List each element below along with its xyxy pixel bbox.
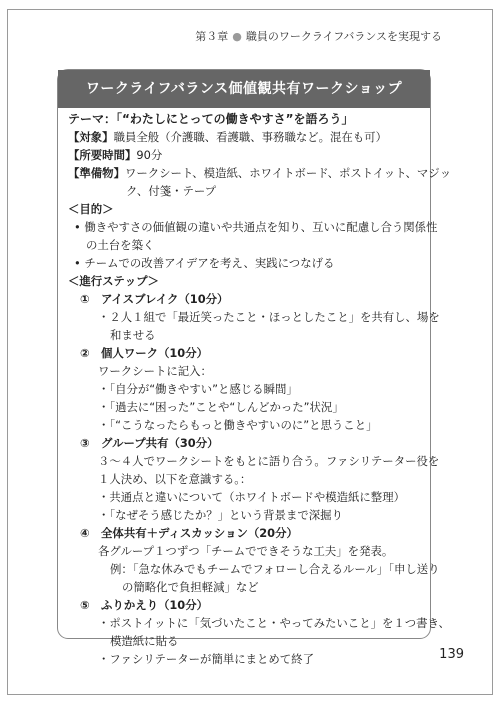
step-example-continuation: の簡略化で負担軽減」など (122, 580, 259, 594)
purpose-item: • 働きやすさの価値観の違いや共通点を知り、互いに配慮し合う関係性 (74, 220, 438, 234)
step-detail: ・「自分が“働きやすい”と感じる瞬間」 (98, 382, 298, 396)
step-detail-continuation: 和ませる (110, 328, 156, 342)
theme-line: テーマ：「“わたしにとっての働きやすさ”を語ろう」 (68, 112, 354, 126)
step-heading: ④ 全体共有＋ディスカッション（20分） (80, 526, 298, 540)
materials-text: ワークシート、模造紙、ホワイトボード、ポストイット、マジッ (124, 166, 452, 180)
step-detail-continuation: 模造紙に貼る (110, 634, 179, 648)
duration-label: 【所要時間】 (68, 148, 137, 162)
step-detail: ・共通点と違いについて（ホワイトボードや模造紙に整理） (98, 490, 405, 504)
target-text: 職員全般（介護職、看護職、事務職など。混在も可） (113, 130, 387, 144)
step-heading: ② 個人ワーク（10分） (80, 346, 209, 360)
step-detail: ワークシートに記入： (98, 364, 212, 378)
step-detail: ・ファシリテーターが簡単にまとめて終了 (98, 652, 314, 666)
duration-text: 90分 (136, 148, 163, 162)
step-heading: ① アイスブレイク（10分） (80, 292, 229, 306)
page-number: 139 (439, 647, 464, 662)
step-detail: ・「なぜそう感じたか？」という背景まで深掘り (98, 508, 343, 522)
step-detail: 各グループ１つずつ「チームでできそうな工夫」を発表。 (98, 544, 394, 558)
step-detail: ３～４人でワークシートをもとに語り合う。ファシリテーター役を (98, 454, 440, 468)
step-detail: ・２人１組で「最近笑ったこと・ほっとしたこと」を共有し、場を (98, 310, 440, 324)
separator-dot-icon: ● (232, 30, 242, 43)
chapter-label: 第３章 (195, 30, 229, 43)
running-header (195, 28, 442, 44)
materials-label: 【準備物】 (68, 166, 125, 180)
step-detail-continuation: １人決め、以下を意識する。： (98, 472, 252, 486)
step-detail: ・「“こうなったらもっと働きやすいのに”と思うこと」 (98, 418, 378, 432)
step-heading: ③ グループ共有（30分） (80, 436, 219, 450)
duration-line (68, 148, 162, 162)
purpose-heading: ＜目的＞ (68, 202, 114, 216)
target-label: 【対象】 (68, 130, 114, 144)
workshop-title: ワークライフバランス価値観共有ワークショップ (58, 70, 430, 108)
step-detail: ・「過去に“困った”ことや“しんどかった”状況」 (98, 400, 344, 414)
steps-heading: ＜進行ステップ＞ (68, 274, 159, 288)
step-example: 例：「急な休みでもチームでフォローし合えるルール」「申し送り (110, 562, 440, 576)
materials-line (68, 166, 451, 180)
materials-continuation: ク、付箋・テープ (126, 184, 217, 198)
step-heading: ⑤ ふりかえり（10分） (80, 598, 209, 612)
purpose-item-continuation: の土台を築く (86, 238, 155, 252)
target-line (68, 130, 387, 144)
step-detail: ・ポストイットに「気づいたこと・やってみたいこと」を１つ書き、 (98, 616, 450, 630)
purpose-item: • チームでの改善アイデアを考え、実践につなげる (74, 256, 335, 270)
chapter-title: 職員のワークライフバランスを実現する (245, 30, 442, 43)
